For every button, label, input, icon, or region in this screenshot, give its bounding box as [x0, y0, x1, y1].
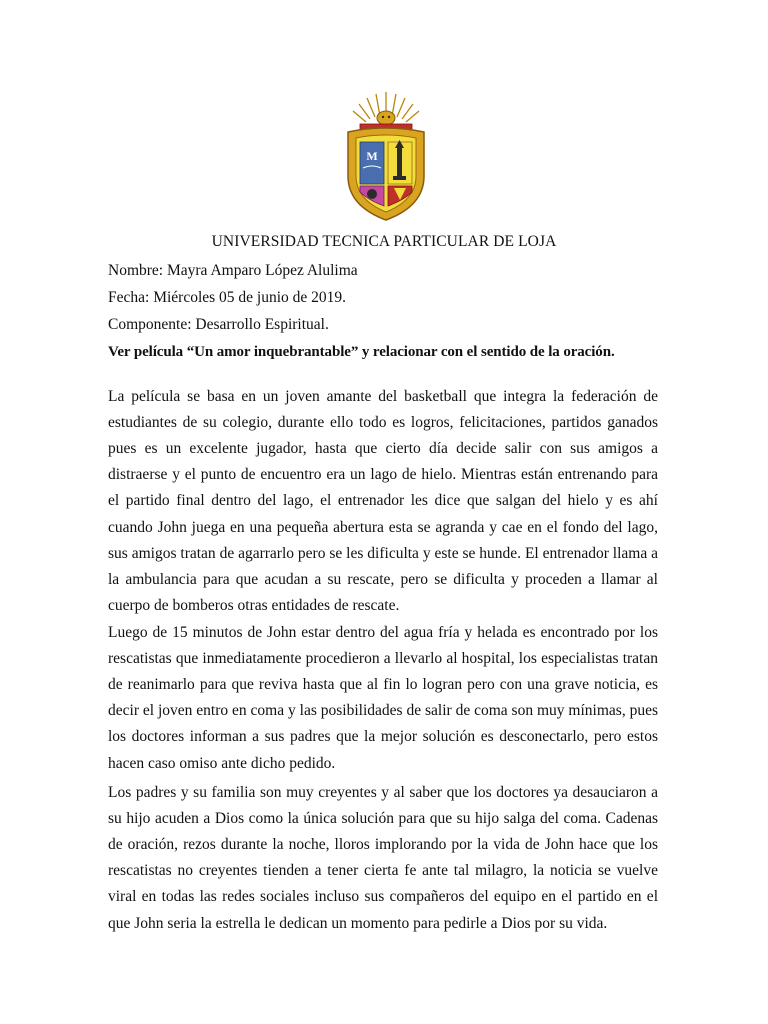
- body-paragraph-2: Luego de 15 minutos de John estar dentro del agua fría y helada es encontrado por los rescatistas que inmediatamente procedieron a llevarlo al hospital, los especialistas tratan de reanimarlo para que reviva hasta que al fin lo logran pero con una grave noticia, es decir el joven entro en coma y las posibilidades de salir de coma son muy mínimas, pues los doctores informan a sus padres que la mejor solución es desconectarlo, pero estos hacen caso omiso ante dicho pedido.: [108, 623, 658, 772]
- body-paragraph-1: La película se basa en un joven amante del basketball que integra la federación de estudiantes de su colegio, durante ello todo es logros, felicitaciones, partidos ganados pues es un excelente jugador, hasta que cierto día decide salir con sus amigos a distraerse y el punto de encuentro era un lago de hielo. Mientras están entrenando para el partido final dentro del lago, el entrenador les dice que salgan del hielo y es ahí cuando John juega en una pequeña abertura esta se agranda y cae en el fondo del lago, sus amigos tratan de agarrarlo pero se les dificulta y este se hunde. El entrenador llama a la ambulancia para que acudan a su rescate, pero se dificulta y proceden a llamar al cuerpo de bomberos otras entidades de rescate.: [108, 387, 658, 615]
- university-crest-icon: [338, 88, 434, 224]
- student-name-line: Nombre: Mayra Amparo López Alulima: [108, 262, 358, 279]
- date-line: Fecha: Miércoles 05 de junio de 2019.: [108, 289, 347, 306]
- component-line: Componente: Desarrollo Espiritual.: [108, 316, 329, 333]
- assignment-heading: Ver película “Un amor inquebrantable” y relacionar con el sentido de la oración.: [108, 344, 615, 360]
- body-paragraph-3: Los padres y su familia son muy creyentes y al saber que los doctores ya desauciaron a su hijo acuden a Dios como la única solución para que su hijo salga del coma. Cadenas de oración, rezos durante la noche, lloros implorando por la vida de John hace que los rescatistas no creyentes tienden a tener cierta fe ante tal milagro, la noticia se vuelve viral en todas las redes sociales incluso sus compañeros del equipo en el partido en el que John seria la estrella le dedican un momento para pedirle a Dios por su vida.: [108, 783, 658, 932]
- institution-title: UNIVERSIDAD TECNICA PARTICULAR DE LOJA: [211, 233, 557, 250]
- svg-text:M: M: [366, 149, 378, 163]
